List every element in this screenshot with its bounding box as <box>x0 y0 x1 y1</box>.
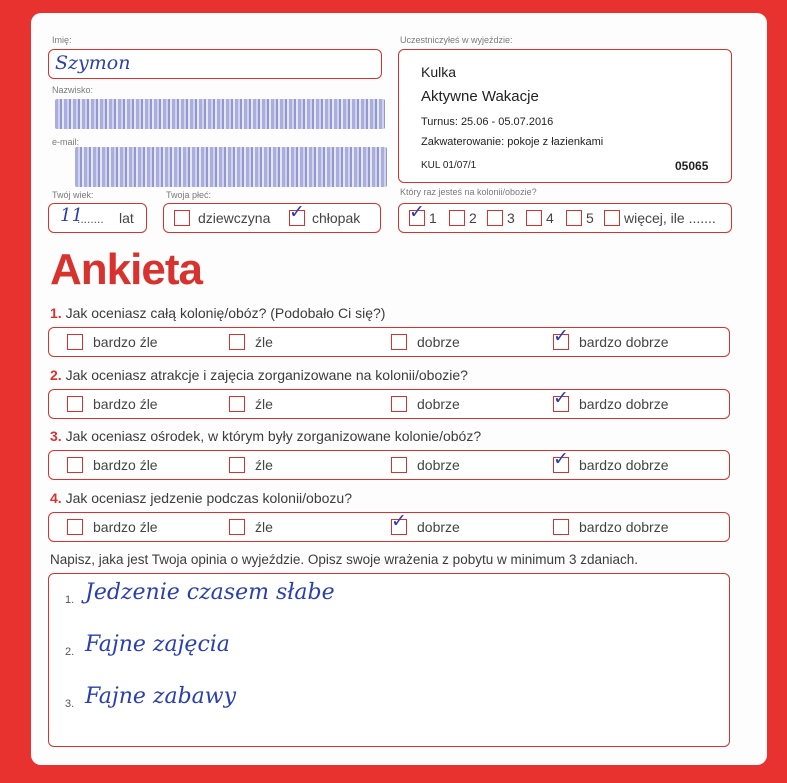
question-label: Jak oceniasz całą kolonię/obóz? (Podobało Ci się?) <box>65 305 386 321</box>
question-label: Jak oceniasz jedzenie podczas kolonii/obozu? <box>65 490 352 506</box>
question-2-text <box>50 367 468 383</box>
rating-option-label: dobrze <box>417 519 460 535</box>
rating-row-1 <box>48 327 730 357</box>
camp-code: KUL 01/07/1 <box>421 160 477 171</box>
times-label: Który raz jesteś na kolonii/obozie? <box>400 187 537 197</box>
gender-option-girl: dziewczyna <box>198 210 271 226</box>
rating-option-label: bardzo źle <box>93 519 158 535</box>
question-number: 3. <box>50 428 62 444</box>
rating-checkbox[interactable] <box>553 387 569 412</box>
rating-checkbox[interactable] <box>391 334 407 350</box>
opinion-prompt: Napisz, jaka jest Twoja opinia o wyjeździe. Opisz swoje wrażenia z pobytu w minimum 3 zdaniach. <box>50 552 639 567</box>
gender-label: Twoja płeć: <box>166 190 212 200</box>
rating-option-label: źle <box>255 396 273 412</box>
times-checkbox-more[interactable] <box>604 210 620 226</box>
question-number: 1. <box>50 305 62 321</box>
rating-option-label: dobrze <box>417 457 460 473</box>
opinion-line-text: Fajne zabawy <box>85 684 237 709</box>
camp-number: 05065 <box>675 159 709 173</box>
gender-checkbox-girl[interactable] <box>174 210 190 226</box>
surname-label: Nazwisko: <box>52 85 94 95</box>
opinion-line-text: Fajne zajęcia <box>85 632 230 657</box>
opinion-line-text: Jedzenie czasem słabe <box>85 580 335 605</box>
survey-title: Ankieta <box>50 245 202 294</box>
rating-option-label: bardzo dobrze <box>579 396 669 412</box>
times-option-more: więcej, ile ....... <box>624 210 716 226</box>
times-checkbox-2[interactable] <box>449 210 465 226</box>
opinion-line-number: 1. <box>65 594 75 606</box>
age-field[interactable] <box>48 203 147 233</box>
camp-label: Uczestniczyłeś w wyjeździe: <box>400 35 513 45</box>
rating-option-label: źle <box>255 334 273 350</box>
rating-checkbox[interactable] <box>67 334 83 350</box>
email-redacted <box>75 147 387 187</box>
opinion-field[interactable] <box>48 573 730 747</box>
email-label: e-mail: <box>52 137 80 147</box>
rating-option-label: bardzo dobrze <box>579 457 669 473</box>
rating-row-4 <box>48 512 730 542</box>
rating-row-2 <box>48 389 730 419</box>
rating-option-label: bardzo dobrze <box>579 334 669 350</box>
rating-option-label: dobrze <box>417 396 460 412</box>
question-label: Jak oceniasz ośrodek, w którym były zorganizowane kolonie/obóz? <box>65 428 482 444</box>
rating-checkbox[interactable] <box>391 510 407 535</box>
question-number: 4. <box>50 490 62 506</box>
rating-checkbox[interactable] <box>67 519 83 535</box>
rating-option-label: dobrze <box>417 334 460 350</box>
question-3-text <box>50 428 481 444</box>
age-value: 11 <box>60 205 83 226</box>
age-dots: ........ <box>77 212 104 226</box>
rating-row-3 <box>48 450 730 480</box>
name-value: Szymon <box>55 52 131 74</box>
rating-checkbox[interactable] <box>67 457 83 473</box>
camp-name: Kulka <box>421 64 457 80</box>
age-label: Twój wiek: <box>52 190 94 200</box>
camp-program: Aktywne Wakacje <box>421 88 539 105</box>
times-option-5: 5 <box>586 210 594 226</box>
question-label: Jak oceniasz atrakcje i zajęcia zorganizowane na kolonii/obozie? <box>65 367 468 383</box>
times-field <box>398 203 732 233</box>
rating-option-label: źle <box>255 457 273 473</box>
rating-checkbox[interactable] <box>553 448 569 473</box>
name-label: Imię: <box>52 35 72 45</box>
opinion-line-number: 2. <box>65 646 75 658</box>
times-option-4: 4 <box>546 210 554 226</box>
rating-checkbox[interactable] <box>229 519 245 535</box>
rating-option-label: bardzo źle <box>93 457 158 473</box>
rating-option-label: bardzo źle <box>93 334 158 350</box>
times-option-3: 3 <box>507 210 515 226</box>
rating-checkbox[interactable] <box>67 396 83 412</box>
camp-turnus: Turnus: 25.06 - 05.07.2016 <box>421 116 554 128</box>
gender-checkbox-boy[interactable] <box>289 201 305 226</box>
question-1-text <box>50 305 385 321</box>
check-mark-icon: ✓ <box>409 201 425 223</box>
rating-checkbox[interactable] <box>229 457 245 473</box>
check-mark-icon: ✓ <box>391 510 407 532</box>
camp-accommodation: Zakwaterowanie: pokoje z łazienkami <box>421 136 604 148</box>
question-number: 2. <box>50 367 62 383</box>
check-mark-icon: ✓ <box>553 325 569 347</box>
times-option-2: 2 <box>469 210 477 226</box>
check-mark-icon: ✓ <box>553 448 569 470</box>
times-checkbox-1[interactable] <box>409 201 425 226</box>
rating-checkbox[interactable] <box>391 457 407 473</box>
survey-sheet <box>31 13 767 765</box>
gender-option-boy: chłopak <box>312 210 361 226</box>
times-option-1: 1 <box>429 210 437 226</box>
question-4-text <box>50 490 352 506</box>
check-mark-icon: ✓ <box>553 387 569 409</box>
rating-option-label: źle <box>255 519 273 535</box>
rating-checkbox[interactable] <box>391 396 407 412</box>
surname-redacted <box>55 99 385 129</box>
rating-checkbox[interactable] <box>553 519 569 535</box>
rating-option-label: bardzo źle <box>93 396 158 412</box>
times-checkbox-3[interactable] <box>487 210 503 226</box>
camp-info-box <box>398 49 732 183</box>
rating-option-label: bardzo dobrze <box>579 519 669 535</box>
rating-checkbox[interactable] <box>229 334 245 350</box>
name-field[interactable] <box>48 49 382 79</box>
rating-checkbox[interactable] <box>229 396 245 412</box>
age-unit: lat <box>119 210 134 226</box>
rating-checkbox[interactable] <box>553 325 569 350</box>
check-mark-icon: ✓ <box>289 201 305 223</box>
times-checkbox-4[interactable] <box>526 210 542 226</box>
times-checkbox-5[interactable] <box>566 210 582 226</box>
opinion-line-number: 3. <box>65 698 75 710</box>
gender-field <box>163 203 381 233</box>
